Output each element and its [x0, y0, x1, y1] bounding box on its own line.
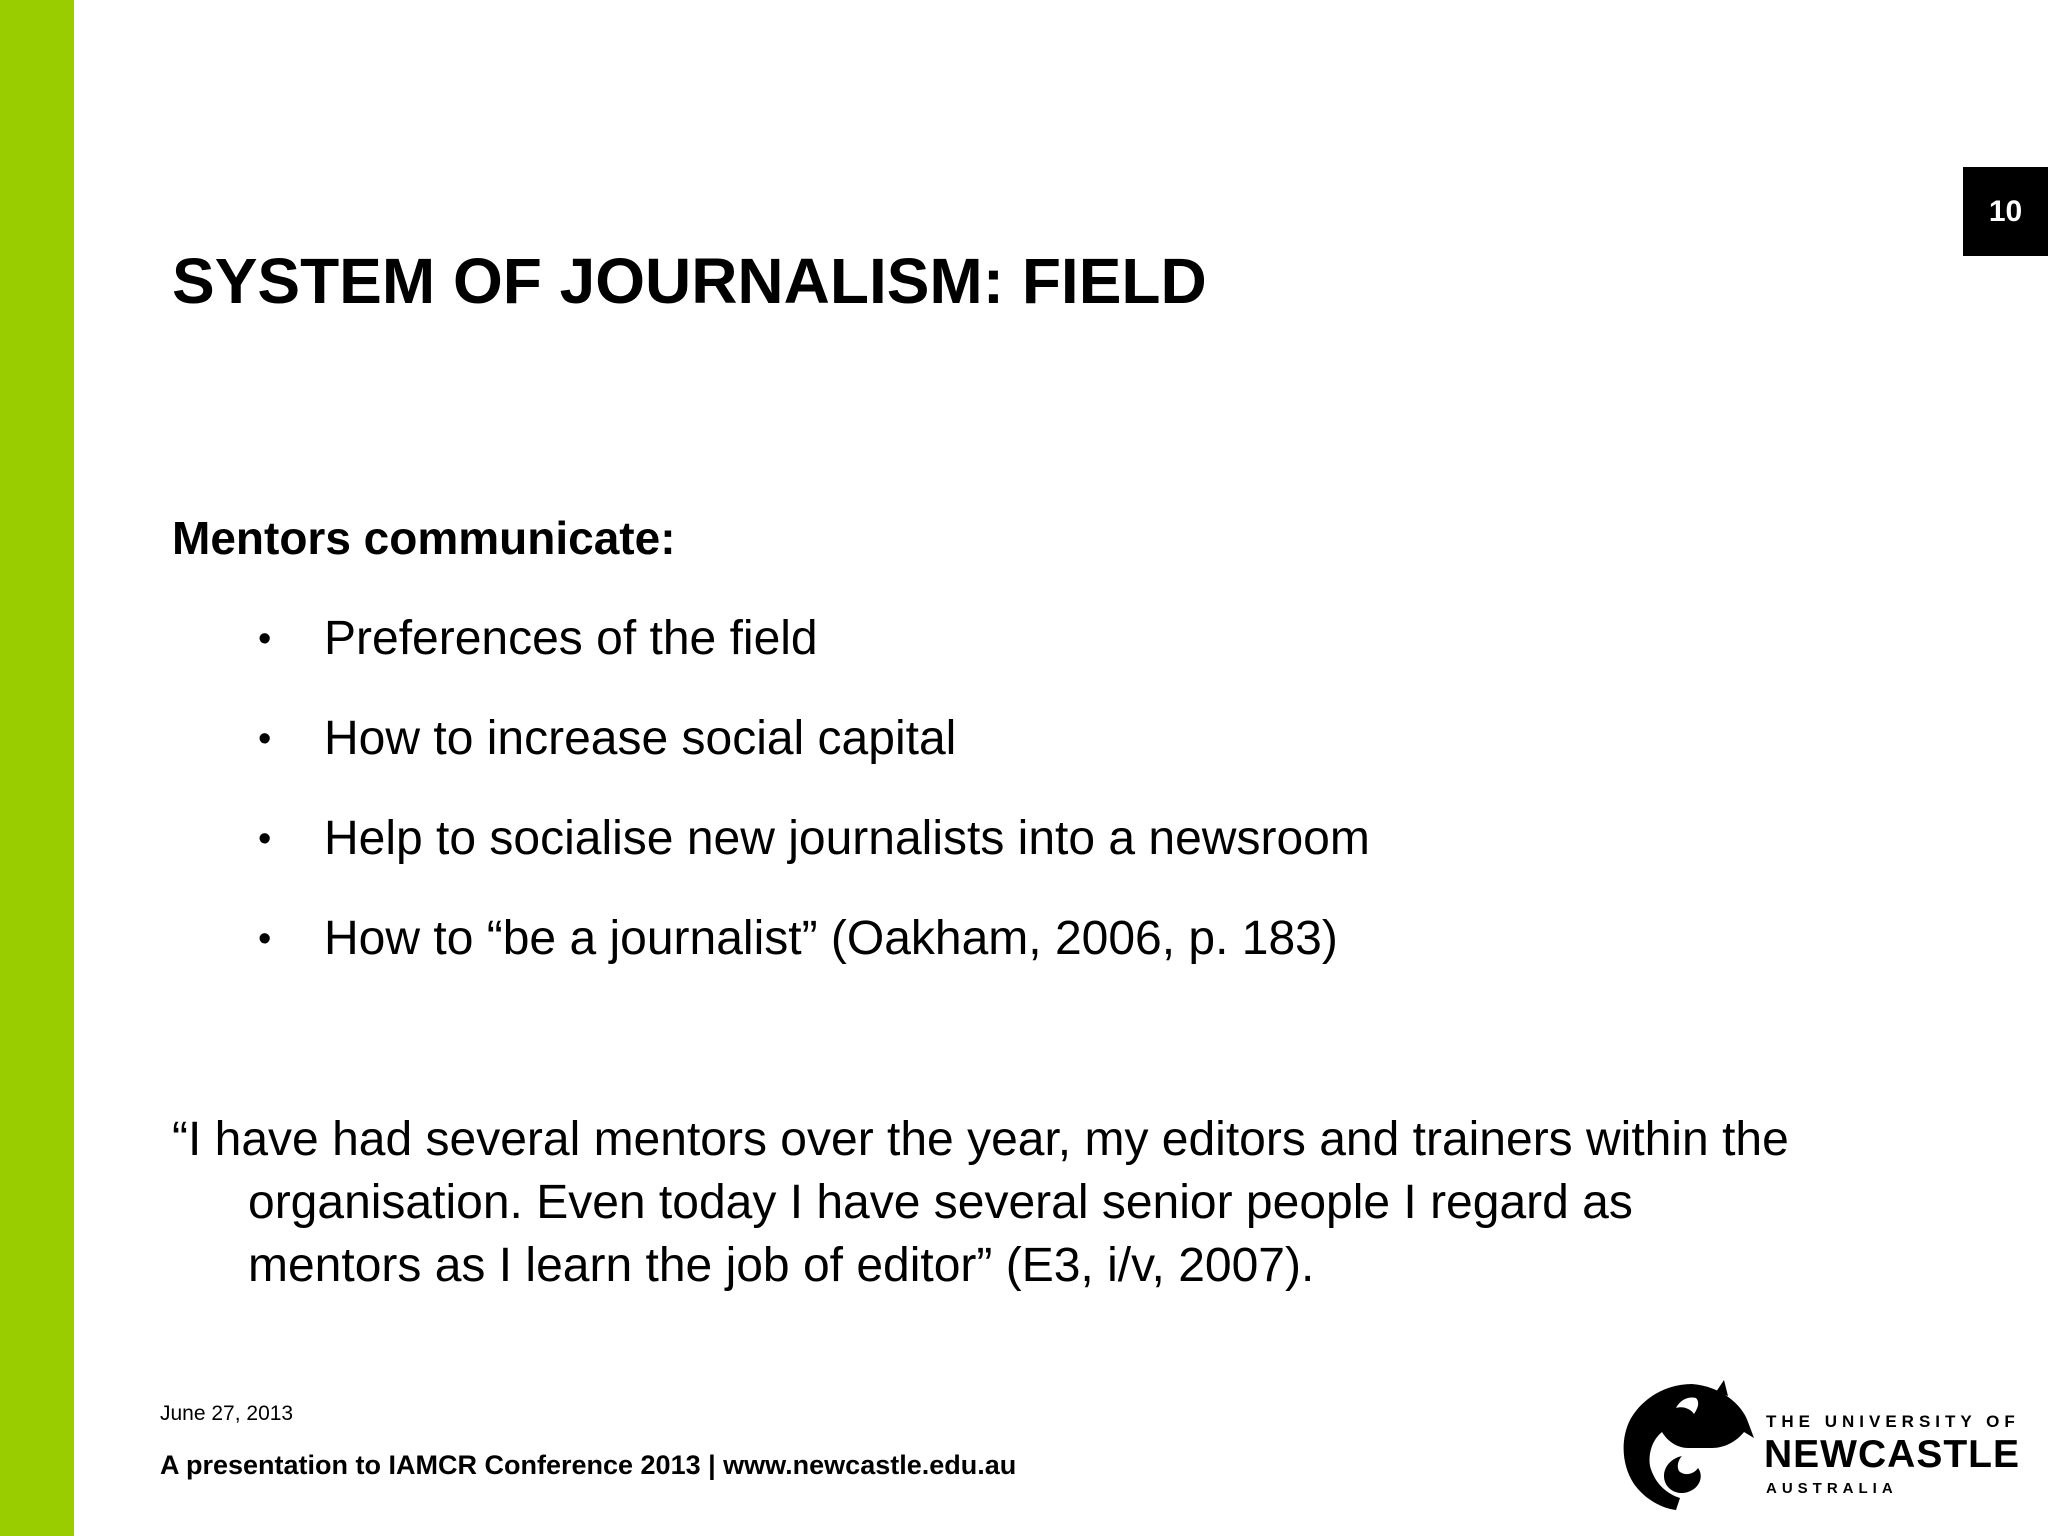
bullet-item	[258, 612, 1370, 712]
bullet-text: How to “be a journalist” (Oakham, 2006, p. 183)	[324, 912, 1338, 965]
university-logo	[1620, 1378, 2020, 1512]
bullet-text: Help to socialise new journalists into a newsroom	[324, 812, 1370, 865]
footer-date: June 27, 2013	[160, 1402, 294, 1425]
bullet-icon: •	[258, 618, 272, 660]
bullet-list	[258, 612, 1370, 1012]
bullet-text: How to increase social capital	[324, 712, 957, 765]
bullet-icon: •	[258, 718, 272, 760]
seahorse-logo-icon	[1620, 1378, 1755, 1512]
bullet-item	[258, 812, 1370, 912]
footer-presentation: A presentation to IAMCR Conference 2013 | www.newcastle.edu.au	[160, 1450, 1017, 1480]
logo-text-line3: AUSTRALIA	[1766, 1480, 1898, 1497]
bullet-icon: •	[258, 818, 272, 860]
page-number: 10	[1963, 167, 2048, 256]
accent-bar	[0, 0, 74, 1536]
slide-title: SYSTEM OF JOURNALISM: FIELD	[172, 245, 1207, 317]
bullet-icon: •	[258, 918, 272, 960]
bullet-text: Preferences of the field	[324, 612, 818, 665]
intro-heading: Mentors communicate:	[172, 512, 676, 564]
bullet-item	[258, 712, 1370, 812]
logo-text-line2: NEWCASTLE	[1764, 1433, 2020, 1476]
bullet-item	[258, 912, 1370, 1012]
logo-text-line1: THE UNIVERSITY OF	[1766, 1412, 2020, 1431]
quote-paragraph: “I have had several mentors over the year, my editors and trainers within the organisation. Even today I have several senior people I regard as mentors as I learn the job of editor” (E3, i/v, 2007).	[172, 1113, 1789, 1292]
